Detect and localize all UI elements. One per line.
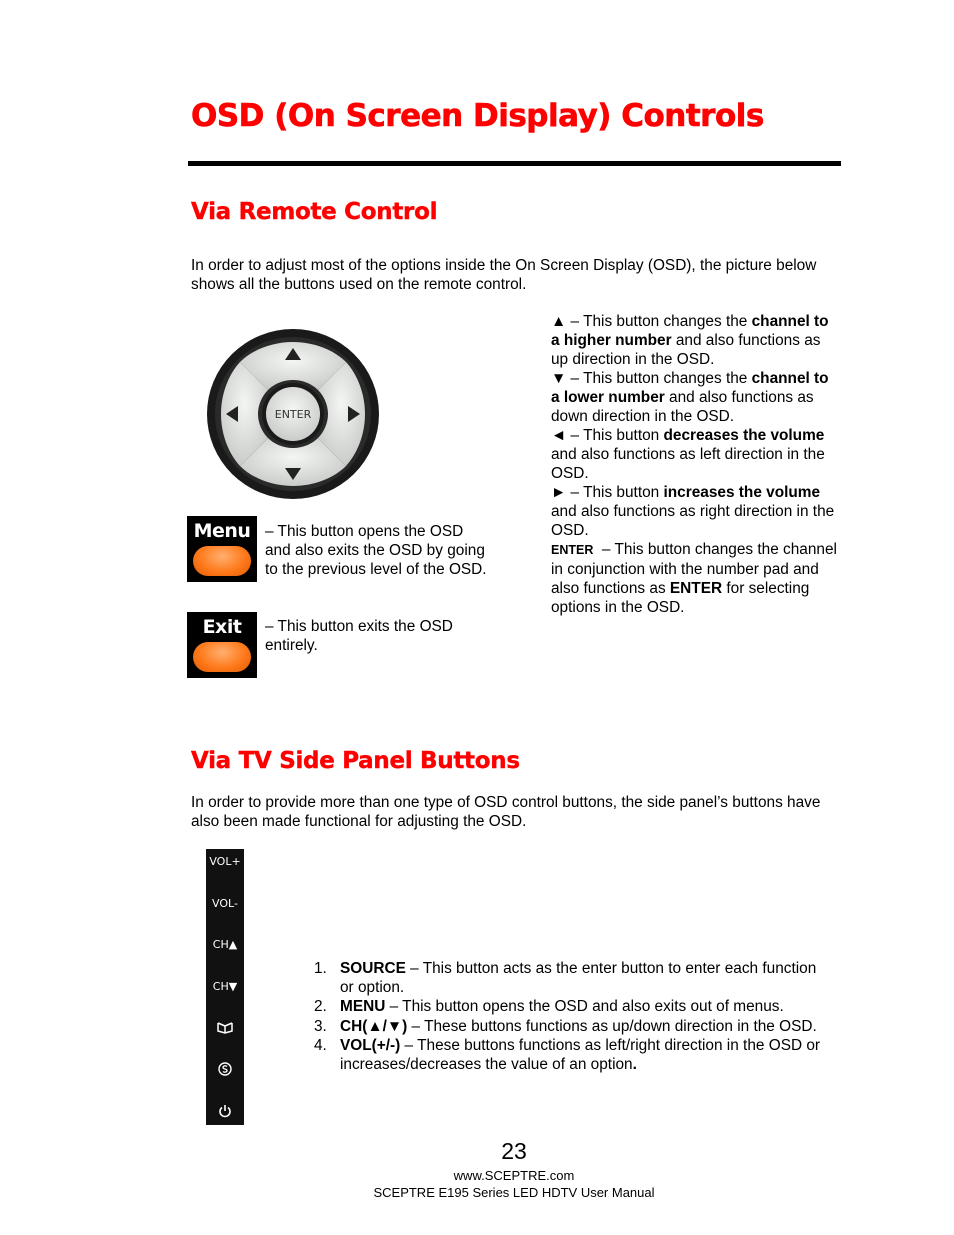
enter-desc: ENTER – This button changes the channel in conjunction with the number pad and also functions as ENTER for selecting options in the OSD. <box>551 541 842 616</box>
list-item: 2. MENU – This button opens the OSD and also exits out of menus. <box>314 998 784 1015</box>
strip-vol-minus: VOL- <box>212 897 238 910</box>
page-number: 23 <box>501 1138 527 1164</box>
left-arrow-icon: ◄ <box>551 427 567 444</box>
strip-ch-up: CH▲ <box>212 938 238 951</box>
dpad-icon <box>206 328 380 500</box>
strip-ch-down: CH▼ <box>212 980 238 993</box>
left-desc: ◄ – This button decreases the volume and also functions as left direction in the OSD. <box>551 427 825 482</box>
list-item: 4. VOL(+/-) – These buttons functions as left/right direction in the OSD or increases/decreases the value of an option. <box>314 1037 821 1073</box>
exit-button-desc: – This button exits the OSD entirely. <box>265 618 453 654</box>
menu-button-pill <box>193 546 251 576</box>
remote-dpad-image <box>206 328 380 500</box>
menu-icon <box>217 1020 233 1034</box>
side-panel-intro: In order to provide more than one type of OSD control buttons, the side panel’s buttons have also been made functional for adjusting the OSD. <box>191 794 821 830</box>
power-icon <box>218 1104 232 1118</box>
direction-descriptions <box>551 312 841 617</box>
exit-button-image <box>187 612 257 678</box>
section-heading-remote: Via Remote Control <box>191 199 438 225</box>
menu-button-label: Menu <box>193 520 251 542</box>
menu-button-image <box>187 516 257 582</box>
side-panel-button-list <box>314 960 834 1074</box>
list-item: 3. CH(▲/▼) – These buttons functions as up/down direction in the OSD. <box>314 1017 817 1035</box>
strip-vol-plus: VOL+ <box>209 855 241 868</box>
down-arrow-icon: ▼ <box>551 370 567 387</box>
footer-website: www.SCEPTRE.com <box>453 1168 575 1183</box>
page-title: OSD (On Screen Display) Controls <box>191 98 764 134</box>
right-arrow-icon: ► <box>551 484 567 501</box>
enter-label: ENTER <box>551 543 594 557</box>
up-desc: ▲ – This button changes the channel to a higher number and also functions as up direction in the OSD. <box>551 313 829 368</box>
dpad-enter-label: ENTER <box>274 408 312 421</box>
source-icon <box>218 1062 232 1076</box>
exit-button-pill <box>193 642 251 672</box>
down-desc: ▼ – This button changes the channel to a lower number and also functions as down direction in the OSD. <box>551 370 829 425</box>
exit-button-label: Exit <box>202 616 242 638</box>
list-item: 1. SOURCE – This button acts as the enter button to enter each function or option. <box>314 960 817 996</box>
remote-intro: In order to adjust most of the options inside the On Screen Display (OSD), the picture below shows all the buttons used on the remote control. <box>191 257 817 293</box>
right-desc: ► – This button increases the volume and also functions as right direction in the OSD. <box>551 484 835 539</box>
title-divider <box>188 161 841 166</box>
up-arrow-icon: ▲ <box>551 313 567 330</box>
section-heading-side-panel: Via TV Side Panel Buttons <box>191 748 520 774</box>
footer-manual-title: SCEPTRE E195 Series LED HDTV User Manual <box>373 1185 655 1200</box>
menu-button-desc: – This button opens the OSD and also exits the OSD by going to the previous level of the OSD. <box>265 523 487 578</box>
side-panel-image <box>206 849 244 1125</box>
